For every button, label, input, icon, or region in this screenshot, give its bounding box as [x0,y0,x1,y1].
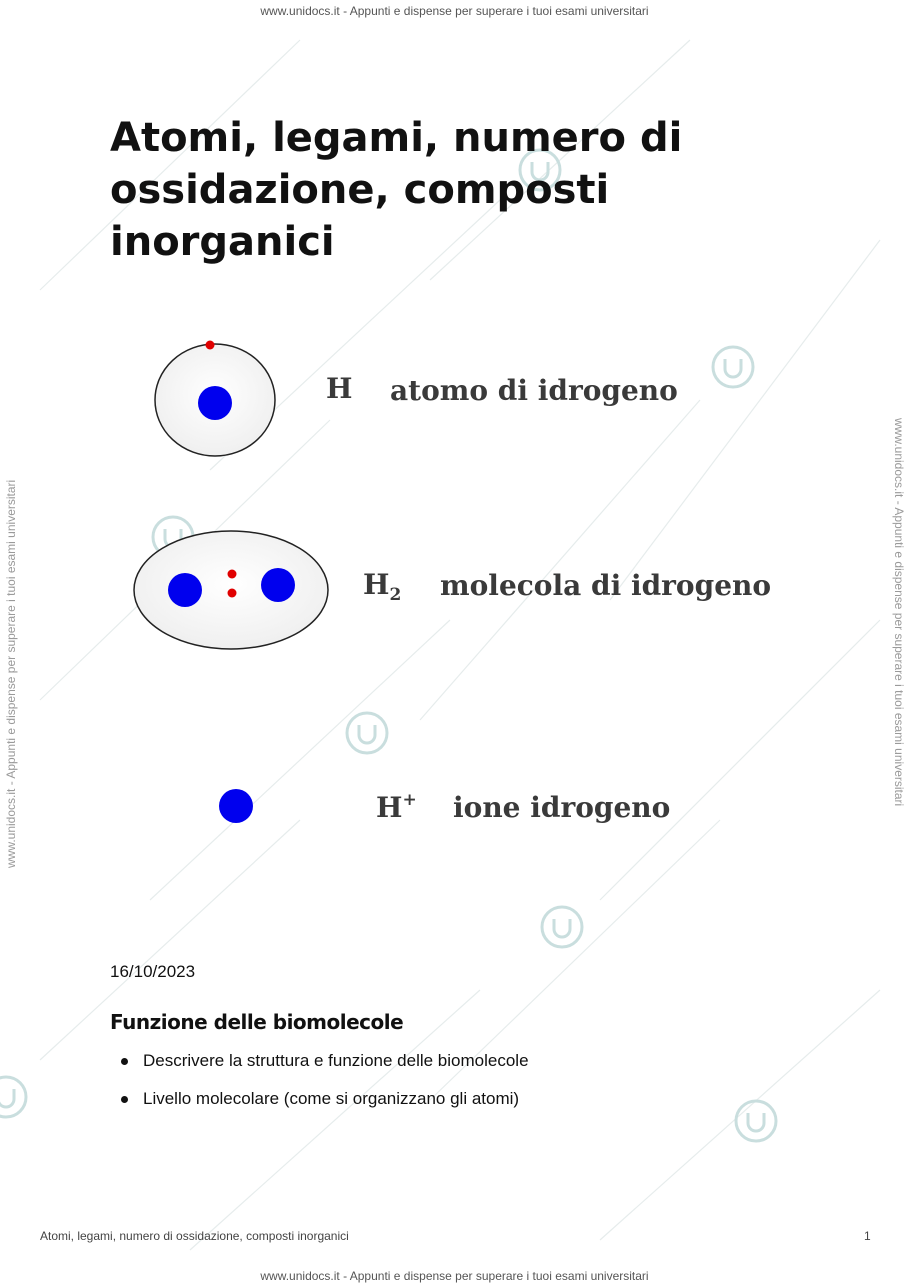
list-item [110,1048,529,1086]
atom-label: atomo di idrogeno [390,374,678,407]
list-item-text: Livello molecolare (come si organizzano gli atomi) [143,1089,520,1108]
molecule-symbol [363,568,401,605]
molecule-electron-top [228,570,237,579]
atom-symbol: H [326,372,353,405]
ion-symbol [376,790,417,824]
note-date: 16/10/2023 [110,962,196,981]
bullet-icon [121,1058,128,1065]
watermark-side-right: www.unidocs.it - Appunti e dispense per superare i tuoi esami universitari [892,418,906,807]
watermark-footer: www.unidocs.it - Appunti e dispense per superare i tuoi esami universitari [260,1269,649,1283]
atom-electron [206,341,215,350]
bullet-list [110,1048,529,1124]
footer-document-title: Atomi, legami, numero di ossidazione, composti inorganici [40,1229,349,1243]
ion-label: ione idrogeno [453,791,671,824]
footer-page-number: 1 [864,1229,871,1243]
molecule-nucleus-right [261,568,295,602]
ion-superscript: + [402,790,417,810]
section-heading: Funzione delle biomolecole [110,1010,404,1034]
list-item-text: Descrivere la struttura e funzione delle biomolecole [143,1051,529,1070]
ion-nucleus [219,789,253,823]
hydrogen-atom-graphic [155,341,275,457]
list-item [110,1086,529,1124]
molecule-nucleus-left [168,573,202,607]
molecule-symbol-letter: H [363,568,390,601]
atom-nucleus [198,386,232,420]
molecule-subscript: 2 [389,585,402,605]
ion-symbol-letter: H [376,791,403,824]
bullet-icon [121,1096,128,1103]
page-title: Atomi, legami, numero di ossidazione, composti inorganici [110,115,683,265]
watermark-side-left: www.unidocs.it - Appunti e dispense per superare i tuoi esami universitari [4,479,18,868]
molecule-electron-bottom [228,589,237,598]
hydrogen-ion-graphic [219,789,253,823]
watermark-header: www.unidocs.it - Appunti e dispense per superare i tuoi esami universitari [260,4,649,18]
molecule-label: molecola di idrogeno [440,569,772,602]
hydrogen-molecule-graphic [134,531,328,649]
